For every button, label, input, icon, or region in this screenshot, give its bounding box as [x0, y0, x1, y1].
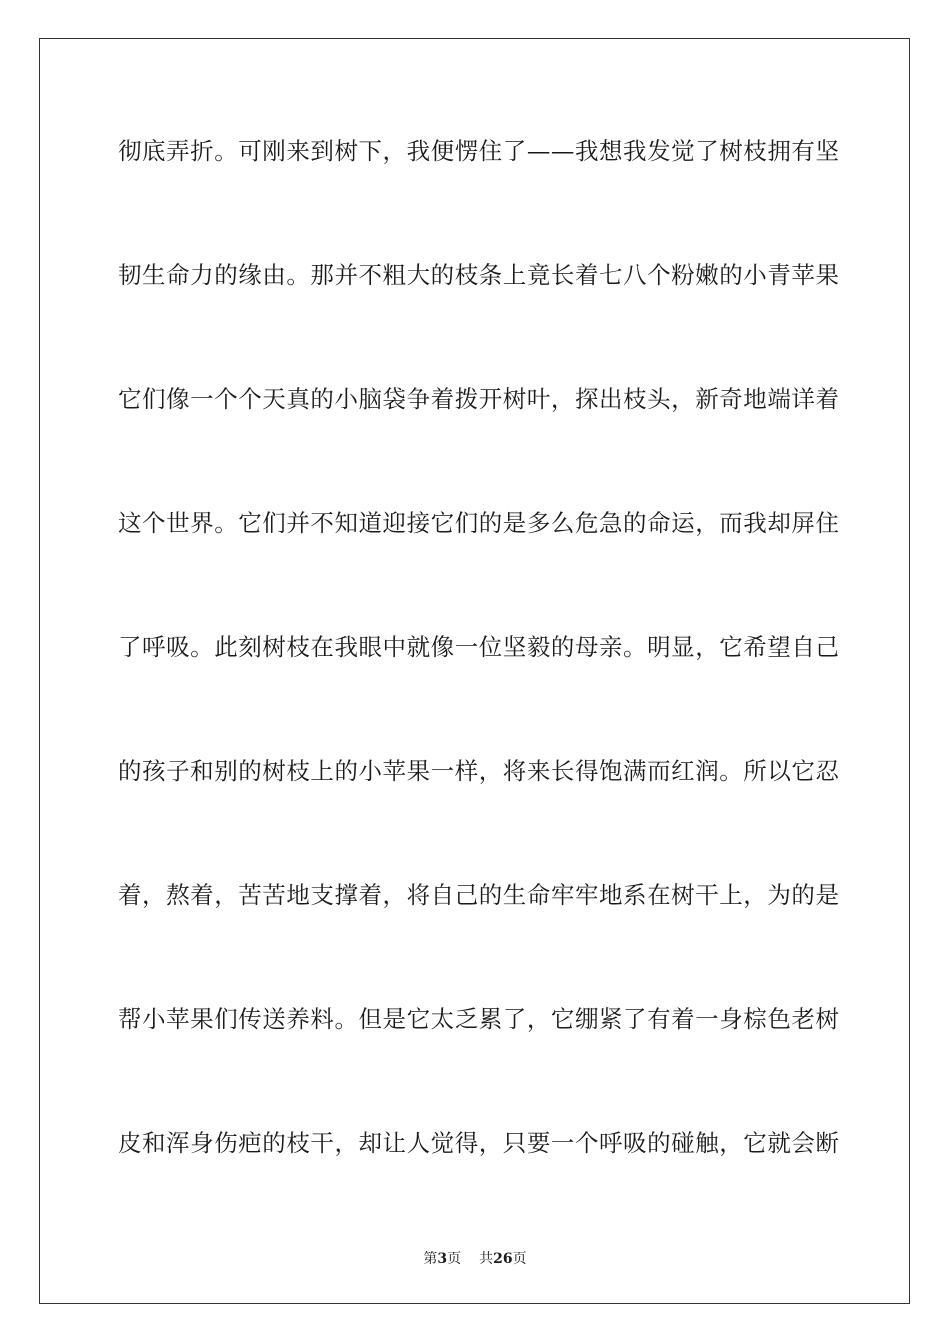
- total-label-suffix: 页: [512, 1251, 527, 1267]
- total-pages: 26: [493, 1251, 513, 1267]
- text-line-9: 皮和浑身伤疤的枝干，却让人觉得，只要一个呼吸的碰触，它就会断: [118, 1129, 840, 1157]
- page-label-prefix: 第: [423, 1251, 438, 1267]
- text-line-3: 它们像一个个天真的小脑袋争着拨开树叶，探出枝头，新奇地端详着: [118, 385, 840, 413]
- text-line-6: 的孩子和别的树枝上的小苹果一样，将来长得饱满而红润。所以它忍: [118, 757, 840, 785]
- text-line-4: 这个世界。它们并不知道迎接它们的是多么危急的命运，而我却屏住: [118, 509, 840, 537]
- page-label-suffix: 页: [447, 1251, 462, 1267]
- total-label-prefix: 共: [479, 1251, 494, 1267]
- page-number: 3: [437, 1251, 448, 1267]
- text-line-8: 帮小苹果们传送养料。但是它太乏累了，它绷紧了有着一身棕色老树: [118, 1005, 840, 1033]
- text-line-5: 了呼吸。此刻树枝在我眼中就像一位坚毅的母亲。明显，它希望自己: [118, 633, 840, 661]
- text-line-1: 彻底弄折。可刚来到树下，我便愣住了——我想我发觉了树枝拥有坚: [118, 137, 840, 165]
- page-border: [39, 38, 910, 1304]
- text-line-2: 韧生命力的缘由。那并不粗大的枝条上竟长着七八个粉嫩的小青苹果: [118, 261, 840, 289]
- page-footer: [0, 1248, 950, 1268]
- text-line-7: 着，熬着，苦苦地支撑着，将自己的生命牢牢地系在树干上，为的是: [118, 881, 840, 909]
